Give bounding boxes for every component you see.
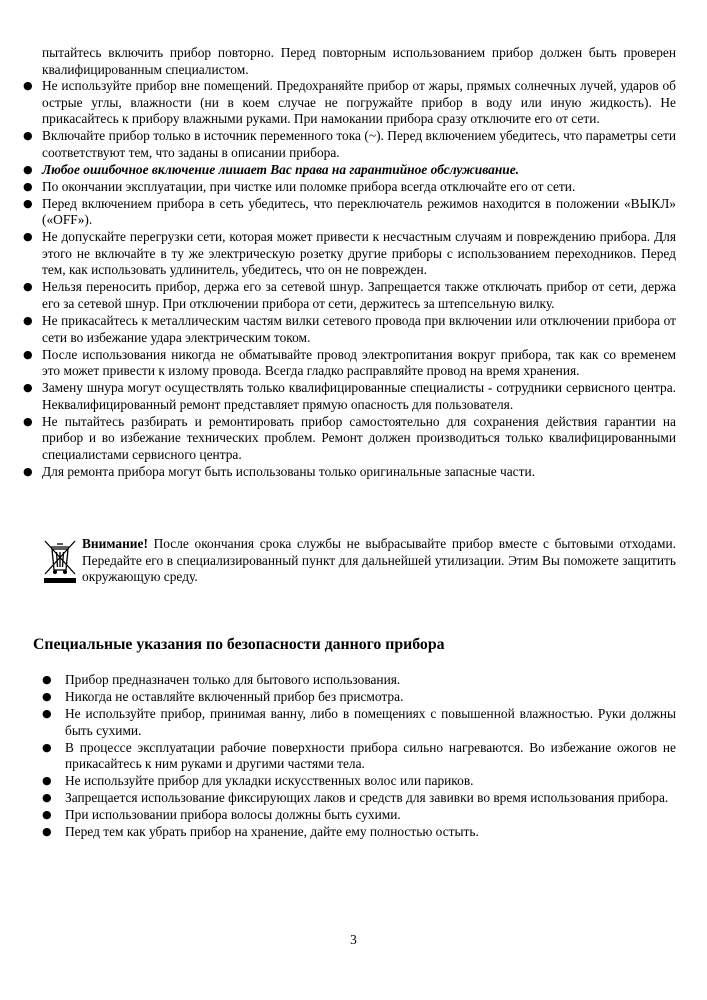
bullet-icon: ● [23,464,33,478]
list-item: ● Не прикасайтесь к металлическим частям вилки сетевого провода при включении или отключении прибора от сети во избежание удара электрическим током. [23,313,676,345]
bullet-icon: ● [23,314,33,328]
page-number: 3 [350,932,357,947]
disposal-notice [42,536,676,592]
bullet-icon: ● [23,196,33,210]
bullet-icon: ● [23,162,33,176]
bullet-icon: ● [42,791,52,805]
list-item: ● Включайте прибор только в источник переменного тока (~). Перед включением убедитесь, что параметры сети соответствуют тем, что заданы в описании прибора. [23,128,676,160]
list-item: ● Перед тем как убрать прибор на хранение, дайте ему полностью остыть. [42,824,479,840]
list-item: ● Не используйте прибор для укладки искусственных волос или париков. [42,773,474,789]
list-item: ● Не используйте прибор, принимая ванну, либо в помещениях с повышенной влажностью. Руки должны быть сухими. [42,705,676,738]
bullet-icon: ● [23,280,33,294]
bullet-icon: ● [42,825,52,839]
list-item: ● Не пытайтесь разбирать и ремонтировать прибор самостоятельно для сохранения действия гарантии на прибор и во избежание технических проблем. Ремонт должен производиться только квалифицированными специалистами сервисного центра. [23,413,676,462]
disposal-notice-text [82,536,676,586]
notice-body: После окончания срока службы не выбрасывайте прибор вместе с бытовыми отходами. Передайте его в специализированный пункт для дальнейшей утилизации. Этим Вы поможете защитить окружающую среду. [82,536,676,585]
list-item: ● Не допускайте перегрузки сети, которая может привести к несчастным случаям и повреждению прибора. Для этого не включайте в ту же электрическую розетку другие приборы с использованием переходников. Перед тем, как использовать удлинитель, убедитесь, что он не поврежден. [23,229,676,278]
continuation-text: пытайтесь включить прибор повторно. Перед повторным использованием прибор должен быть проверен квалифицированным специалистом. [42,45,676,77]
bullet-icon: ● [42,706,52,720]
list-item-warranty-warning: ● Любое ошибочное включение лишает Вас права на гарантийное обслуживание. [23,161,519,177]
list-item: ● Прибор предназначен только для бытового использования. [42,672,401,687]
list-item: ● По окончании эксплуатации, при чистке или поломке прибора всегда отключайте его от сети. [23,178,576,194]
bullet-icon: ● [42,740,52,754]
list-item: ● Никогда не оставляйте включенный прибор без присмотра. [42,688,404,704]
section-heading: Специальные указания по безопасности данного прибора [33,636,445,653]
bullet-icon: ● [23,79,33,92]
bullet-icon: ● [23,129,33,143]
bullet-icon: ● [42,689,52,703]
crossed-out-wheelie-bin-icon [42,538,78,586]
special-instructions-list [42,672,676,841]
notice-label: Внимание! [82,536,148,551]
bullet-icon: ● [42,774,52,788]
list-item: ● После использования никогда не обматывайте провод электропитания вокруг прибора, так как со временем это может привести к излому провода. Всегда гладко расправляйте провод на время хранения. [23,346,676,379]
list-item: ● Замену шнура могут осуществлять только квалифицированные специалисты - сотрудники сервисного центра. Неквалифицированный ремонт представляет прямую опасность для пользователя. [23,380,676,412]
list-item: ● Запрещается использование фиксирующих лаков и средств для завивки во время использования прибора. [42,790,669,806]
bullet-icon: ● [23,230,33,244]
safety-list [23,78,676,481]
list-item: ● Для ремонта прибора могут быть использованы только оригинальные запасные части. [23,463,535,479]
bullet-icon: ● [23,179,33,193]
bullet-icon: ● [23,347,33,361]
list-item: ● Нельзя переносить прибор, держа его за сетевой шнур. Запрещается также отключать прибор от сети, держа его за сетевой шнур. При отключении прибора от сети, держитесь за штепсельную вилку. [23,279,676,312]
bullet-icon: ● [23,414,33,428]
list-item: ● При использовании прибора волосы должны быть сухими. [42,807,401,823]
bullet-icon: ● [42,808,52,822]
list-item: ● В процессе эксплуатации рабочие поверхности прибора сильно нагреваются. Во избежание ожогов не прикасайтесь к ним руками и другими частями тела. [42,739,676,772]
bullet-icon: ● [42,673,52,686]
list-item: ● Не используйте прибор вне помещений. Предохраняйте прибор от жары, прямых солнечных лучей, ударов об острые углы, влажности (ни в коем случае не погружайте прибор в воду или иную жидкость). Не прикасайтесь к прибору влажными руками. При намокании прибора сразу отключите его от сети. [23,78,676,127]
list-item: ● Перед включением прибора в сеть убедитесь, что переключатель режимов находится в положении «ВЫКЛ» («OFF»). [23,195,676,228]
bullet-icon: ● [23,381,33,395]
